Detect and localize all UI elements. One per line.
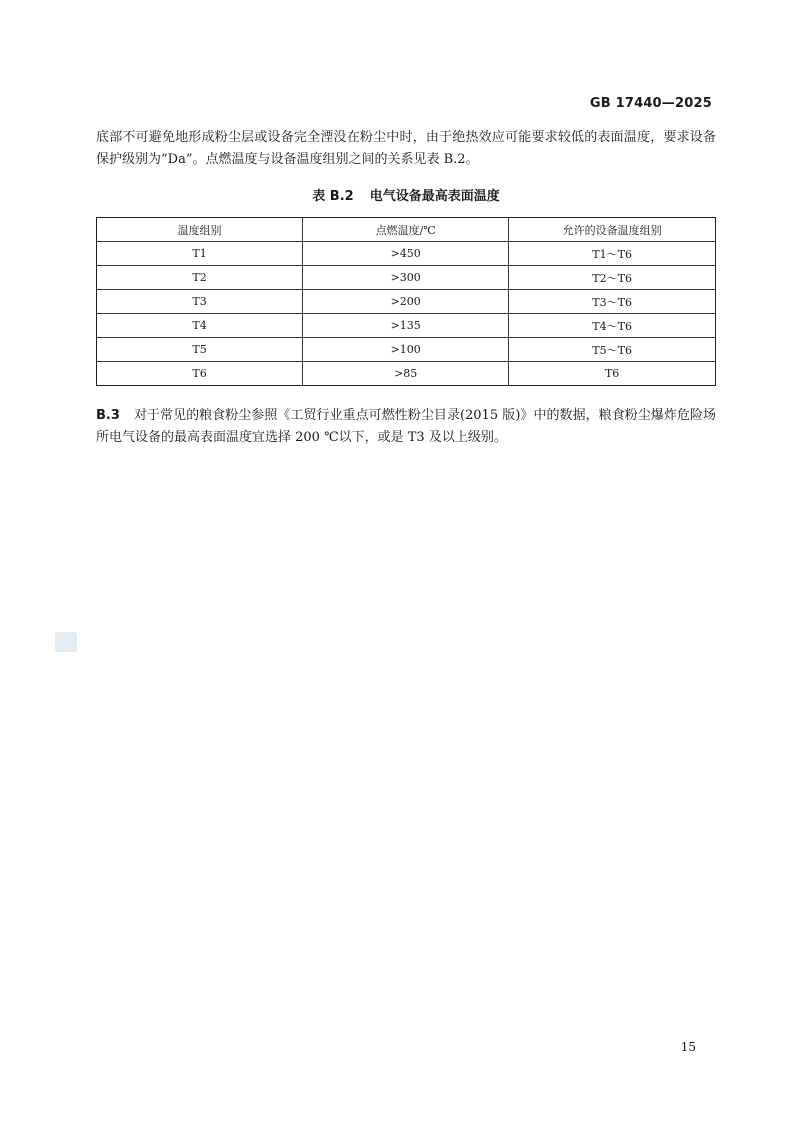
table-row [97, 362, 716, 386]
table-cell: >450 [303, 242, 509, 266]
standard-number: GB 17440—2025 [589, 96, 712, 111]
table-header-row [97, 218, 716, 242]
table-row [97, 266, 716, 290]
sac-logo-icon [55, 632, 77, 652]
body-paragraph-1: 底部不可避免地形成粉尘层或设备完全湮没在粉尘中时，由于绝热效应可能要求较低的表面温度，要求设备保护级别为“Da”。点燃温度与设备温度组别之间的关系见表 B.2。 [96, 130, 716, 167]
page-number: 15 [680, 1040, 696, 1054]
table-cell: T1 [97, 242, 303, 266]
table-caption-number: 表 B.2 [312, 189, 354, 204]
clause-text: 对于常见的粮食粉尘参照《工贸行业重点可燃性粉尘目录(2015 版)》中的数据，粮食粉尘爆炸危险场所电气设备的最高表面温度宜选择 200 ℃以下，或是 T3 及以上级别。 [96, 408, 716, 445]
table-caption-title: 电气设备最高表面温度 [369, 189, 500, 204]
table-cell: T3 [97, 290, 303, 314]
body-paragraph-2 [96, 405, 716, 449]
table-cell: >85 [303, 362, 509, 386]
table-cell: T4 [97, 314, 303, 338]
table-cell: T3～T6 [509, 290, 716, 314]
table-cell: T5 [97, 338, 303, 362]
table-cell: T2 [97, 266, 303, 290]
table-cell: >135 [303, 314, 509, 338]
table-cell: >200 [303, 290, 509, 314]
table-cell: >300 [303, 266, 509, 290]
table-cell: T1～T6 [509, 242, 716, 266]
table-cell: T5～T6 [509, 338, 716, 362]
table-cell: T2～T6 [509, 266, 716, 290]
column-header-allowed-class: 允许的设备温度组别 [509, 218, 716, 242]
table-cell: T6 [97, 362, 303, 386]
table-row [97, 290, 716, 314]
table-caption [96, 185, 716, 204]
table-row [97, 338, 716, 362]
surface-temperature-table [96, 217, 716, 386]
table-row [97, 242, 716, 266]
table-cell: T4～T6 [509, 314, 716, 338]
column-header-ignition-temperature: 点燃温度/℃ [303, 218, 509, 242]
column-header-temperature-class: 温度组别 [97, 218, 303, 242]
table-cell: T6 [509, 362, 716, 386]
clause-number: B.3 [96, 408, 120, 423]
table-row [97, 314, 716, 338]
table-cell: >100 [303, 338, 509, 362]
